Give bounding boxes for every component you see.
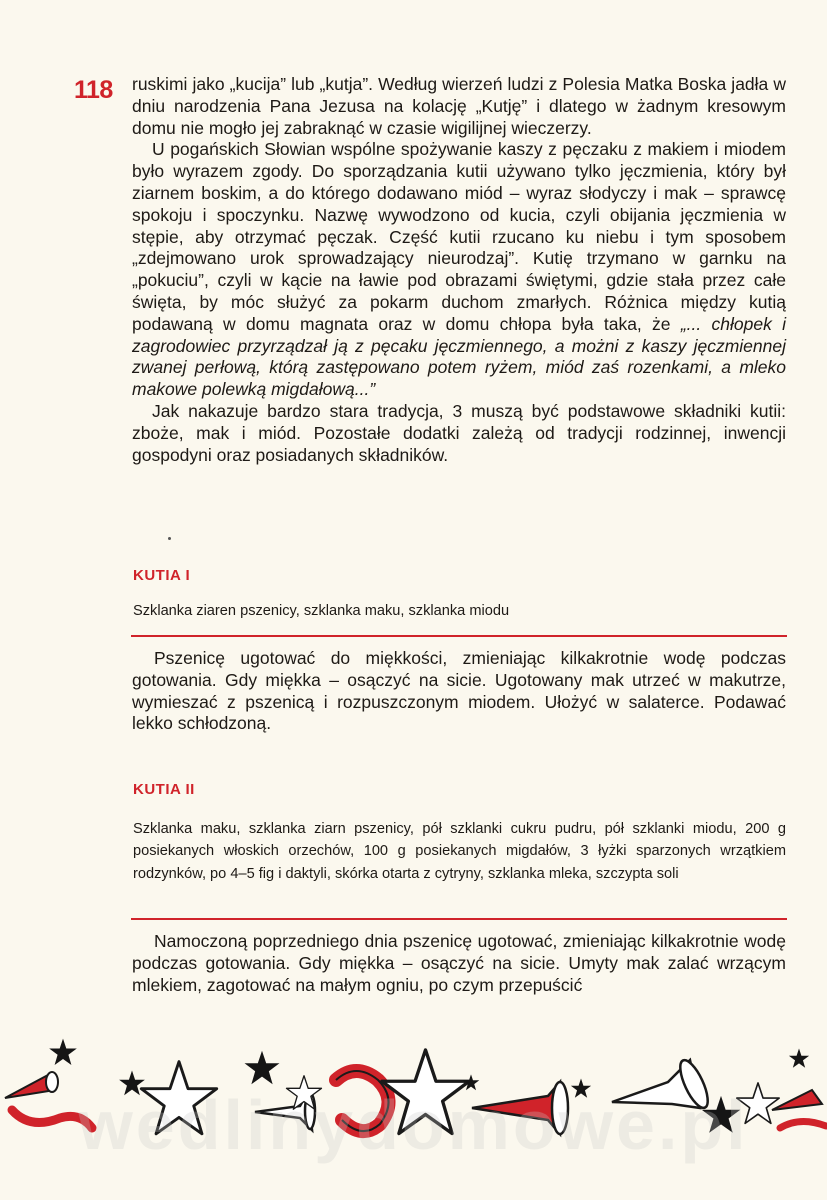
recipe-2-method: Namoczoną poprzedniego dnia pszenicę ugotować, zmieniając kilkakrotnie wodę podczas gotowania. Gdy miękka – osączyć na sicie. Umyty mak zalać wrzącym mlekiem, zagotować na małym ogniu, po czym przepuścić <box>132 931 786 995</box>
recipe-1-method-block <box>132 648 786 735</box>
intro-paragraph-2-text: U pogańskich Słowian wspólne spożywanie kaszy z pęczaku z makiem i miodem było wyrazem zgody. Do sporządzania kutii używano tylko jęczmienia, który był ziarnem boskim, a do którego dodawano miód – wyraz słodyczy i mak – sprawcę spokoju i spoczynku. Nazwę wywodzono od kucia, czyli obijania jęczmienia w stępie, aby otrzymać pęczak. Część kutii rzucano ku niebu i tym sposobem „zdejmowano urok sprowadzający nieurodzaj”. Kutię trzymano w garnku na „pokuciu”, czyli w kącie na ławie pod obrazami świętymi, gdzie stała przez całe święta, by móc służyć za pokarm duchom zmarłych. Różnica między kutią podawaną w domu magnata oraz w domu chłopa była taka, że <box>132 139 786 334</box>
intro-paragraph-3: Jak nakazuje bardzo stara tradycja, 3 muszą być podstawowe składniki kutii: zboże, mak i miód. Pozostałe dodatki zależą od tradycji rodzinnej, inwencji gospodyni oraz posiadanych składników. <box>132 400 786 465</box>
recipe-1-ingredients: Szklanka ziaren pszenicy, szklanka maku, szklanka miodu <box>133 603 510 619</box>
watermark: wedlinydomowe.pl <box>78 1086 749 1164</box>
recipe-2-method-block <box>132 931 786 996</box>
intro-paragraph-1: ruskimi jako „kucija” lub „kutja”. Według wierzeń ludzi z Polesia Matka Boska jadła w dniu narodzenia Pana Jezusa na kolację „Kutję” i dlatego w żadnym kresowym domu nie mogło jej zabraknąć w czasie wigilijnej wieczerzy. <box>132 74 786 138</box>
stray-dot <box>168 537 171 540</box>
intro-quote: „... chłopek i zagrodowiec przyrządzał ją z pęcaku jęczmiennego, a możni z kaszy jęczmiennej zwanej perłową, którą zastępowano potem ryżem, miód zaś rozenkami, a mleko makowe polewką migdałową...” <box>132 313 786 400</box>
intro-paragraph-2 <box>132 139 786 401</box>
star-icon <box>49 1039 77 1065</box>
recipe-2-title: KUTIA II <box>133 781 195 798</box>
recipe-2-ingredients: Szklanka maku, szklanka ziarn pszenicy, pół szklanki cukru pudru, pół szklanki miodu, 200 g posiekanych włoskich orzechów, 100 g posiekanych migdałów, 3 łyżki sparzonych wrzątkiem rodzynków, po 4–5 fig i daktyli, skórka otarta z cytryny, szklanka mleka, szczypta soli <box>133 821 786 882</box>
recipe-1-title: KUTIA I <box>133 567 191 584</box>
intro-text <box>132 74 786 466</box>
recipe-2-divider <box>131 918 787 920</box>
star-icon <box>789 1048 809 1067</box>
star-icon <box>245 1051 280 1084</box>
recipe-1-divider <box>131 635 787 637</box>
page-number: 118 <box>74 76 113 104</box>
recipe-1-method: Pszenicę ugotować do miękkości, zmieniając kilkakrotnie wodę podczas gotowania. Gdy miękka – osączyć na sicie. Ugotowany mak utrzeć w makutrze, wymieszać z pszenicą i rozpuszczonym miodem. Ułożyć w salaterce. Podawać lekko schłodzoną. <box>132 648 786 734</box>
